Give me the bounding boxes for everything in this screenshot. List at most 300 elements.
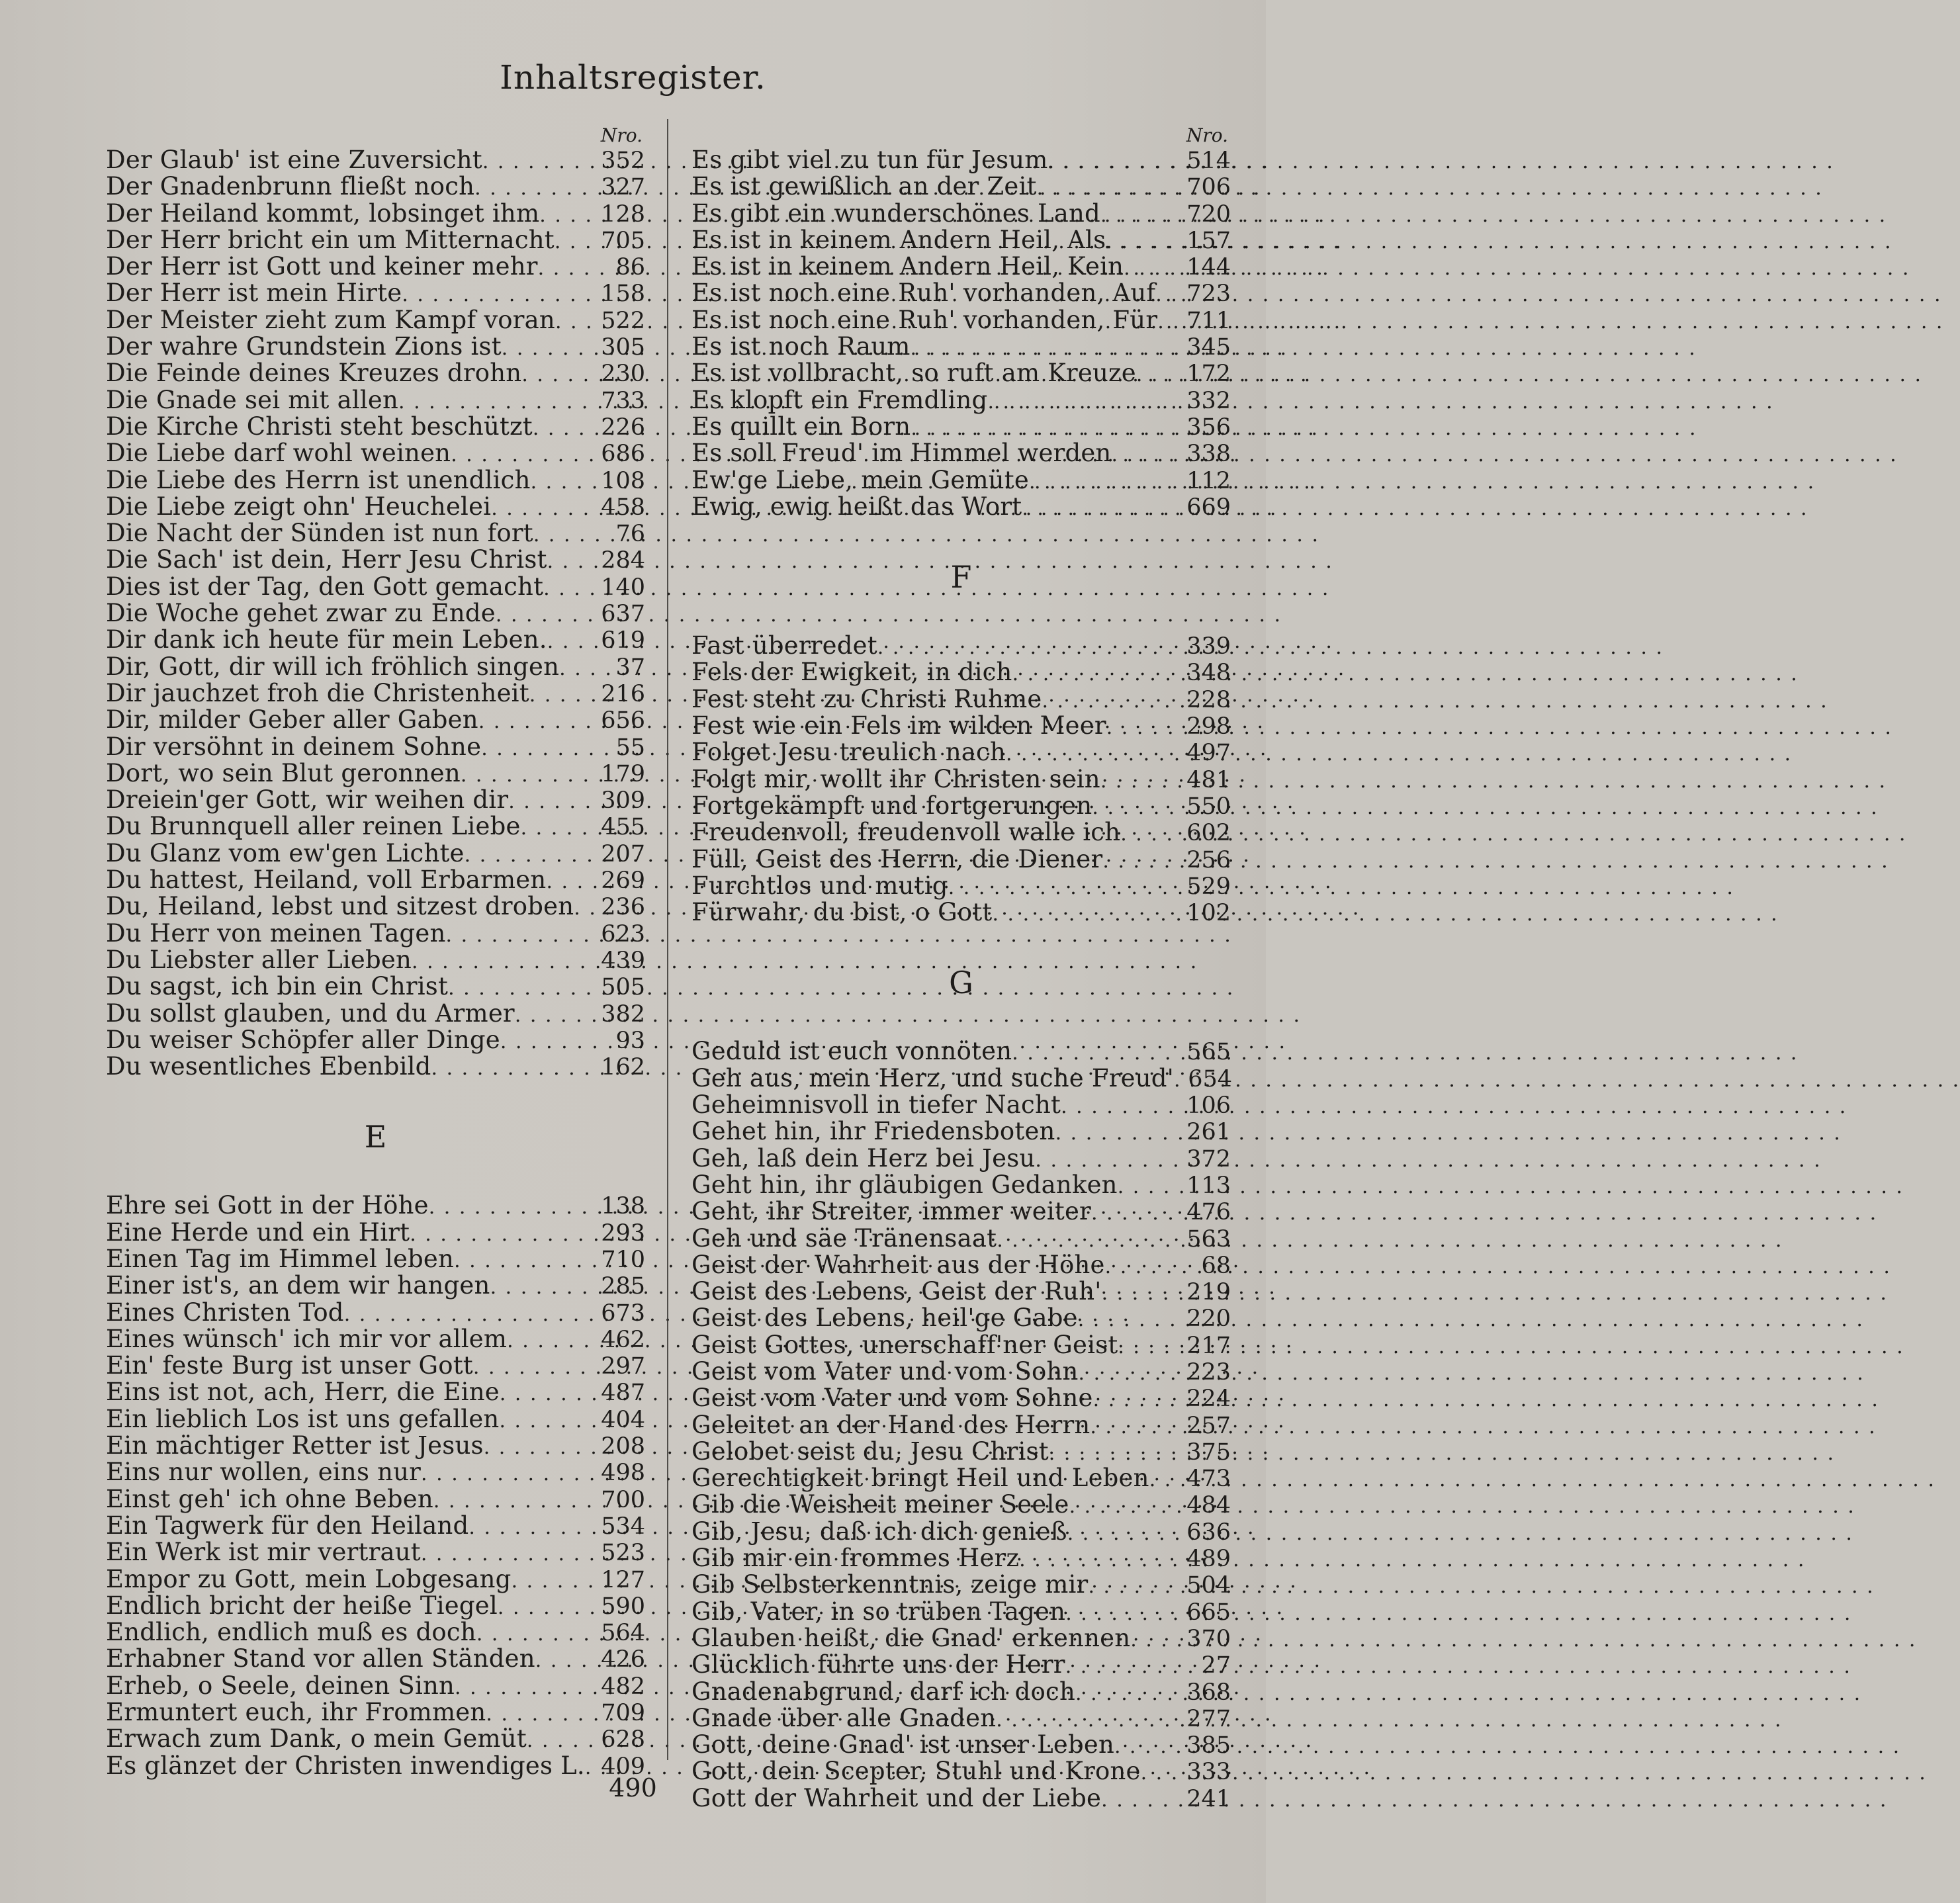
hymn-number: 241	[1186, 1785, 1231, 1812]
index-entry	[691, 1625, 1231, 1652]
dot-leader	[402, 280, 591, 306]
hymn-number: 628	[601, 1726, 645, 1753]
hymn-number: 236	[601, 894, 645, 921]
index-entry	[106, 1566, 645, 1593]
entry-title: Empor zu Gott, mein Lobgesang	[106, 1564, 512, 1593]
entry-title: Geht hin, ihr gläubigen Gedanken	[691, 1170, 1118, 1199]
entry-title: Die Kirche Christi steht beschützt	[106, 412, 533, 441]
index-entry	[106, 1300, 645, 1326]
index-entry	[106, 867, 645, 893]
entry-title: Gott, deine Gnad' ist unser Leben	[691, 1730, 1114, 1759]
entry-title: Es quillt ein Born	[691, 412, 911, 441]
hymn-number: 333	[1186, 1759, 1231, 1786]
index-entry	[691, 1705, 1231, 1732]
index-entry	[106, 1699, 645, 1726]
index-entry	[691, 1038, 1231, 1065]
index-entry	[106, 414, 645, 440]
hymn-number: 484	[1186, 1492, 1231, 1519]
dot-leader	[502, 333, 591, 360]
entry-title: Der Glaub' ist eine Zuversicht	[106, 146, 482, 174]
index-entry	[691, 333, 1231, 360]
entry-title: Geist vom Vater und vom Sohne	[691, 1384, 1093, 1413]
index-entry	[691, 494, 1231, 520]
entry-title: Geist des Lebens, heil'ge Gabe	[691, 1304, 1078, 1333]
dot-leader	[500, 1379, 591, 1405]
index-entry	[106, 307, 645, 333]
index-entry	[691, 1519, 1231, 1545]
dot-leader	[1118, 1332, 1177, 1358]
entry-title: Geht, ihr Streiter, immer weiter	[691, 1197, 1091, 1226]
entry-title: Es ist gewißlich an der Zeit	[691, 172, 1037, 201]
dot-leader	[1106, 227, 1177, 253]
dot-leader	[1111, 440, 1177, 466]
dot-leader	[508, 787, 591, 813]
index-entry	[691, 1145, 1231, 1172]
index-entry	[691, 1652, 1231, 1678]
dot-leader	[996, 1705, 1177, 1732]
index-entry	[106, 520, 645, 547]
dot-leader	[454, 1246, 591, 1272]
index-entry	[106, 813, 645, 840]
dot-leader	[1120, 819, 1177, 846]
dot-leader	[1035, 1145, 1177, 1172]
hymn-number: 285	[601, 1273, 645, 1300]
entry-title: Es gibt ein wunderschönes Land	[691, 199, 1100, 228]
entry-title: Geduld ist euch vonnöten	[691, 1037, 1012, 1066]
hymn-number: 339	[1186, 633, 1231, 660]
entry-title: Der Heiland kommt, lobsinget ihm	[106, 199, 540, 228]
dot-leader	[911, 414, 1177, 440]
index-entry	[106, 707, 645, 733]
hymn-number: 706	[1186, 174, 1231, 201]
index-entry	[691, 899, 1231, 926]
dot-leader	[559, 654, 591, 680]
index-entry	[691, 227, 1231, 253]
entry-title: Du Liebster aller Lieben	[106, 945, 412, 974]
hymn-number: 656	[601, 707, 645, 734]
index-entry	[691, 253, 1231, 280]
hymn-number: 256	[1186, 846, 1231, 873]
hymn-number: 269	[601, 867, 645, 895]
dot-leader	[486, 1699, 591, 1726]
hymn-number: 654	[1188, 1065, 1232, 1092]
dot-leader	[1157, 307, 1177, 333]
entry-title: Es ist noch eine Ruh' vorhanden, Für	[691, 305, 1158, 334]
entry-title: Geheimnisvoll in tiefer Nacht	[691, 1090, 1061, 1120]
index-entry	[106, 1459, 645, 1485]
dot-leader	[555, 307, 591, 333]
hymn-number: 230	[601, 361, 645, 388]
dot-leader	[1065, 1599, 1177, 1625]
index-entry	[691, 766, 1231, 793]
index-entry	[691, 846, 1231, 873]
entry-title: Endlich bricht der heiße Tiegel	[106, 1591, 498, 1620]
entry-title: Dir versöhnt in deinem Sohne	[106, 732, 482, 761]
hymn-number: 462	[601, 1326, 645, 1353]
entry-title: Die Sach' ist dein, Herr Jesu Christ	[106, 545, 547, 574]
hymn-number: 157	[1186, 227, 1231, 254]
hymn-number: 382	[601, 1000, 645, 1028]
entry-title: Du wesentliches Ebenbild	[106, 1052, 431, 1081]
index-entry	[691, 1305, 1231, 1331]
hymn-number: 733	[601, 387, 645, 414]
index-entry	[691, 307, 1231, 333]
entry-title: Der Herr ist mein Hirte	[106, 279, 402, 308]
hymn-number: 261	[1186, 1119, 1231, 1146]
entry-title: Geh aus, mein Herz, und suche Freud'	[691, 1063, 1174, 1092]
entry-title: Erheb, o Seele, deinen Sinn	[106, 1671, 455, 1700]
hymn-number: 127	[601, 1566, 645, 1593]
dot-leader	[1019, 1545, 1177, 1571]
hymn-number: 669	[1186, 494, 1231, 521]
entry-title: Folgt mir, wollt ihr Christen sein	[691, 764, 1100, 793]
entry-title: Fest steht zu Christi Ruhme	[691, 684, 1042, 713]
hymn-number: 409	[601, 1753, 645, 1780]
dot-leader	[476, 1619, 591, 1646]
index-entry	[106, 600, 645, 627]
hymn-number: 487	[601, 1380, 645, 1407]
index-entry	[691, 819, 1231, 846]
index-entry	[106, 1219, 645, 1246]
index-entry	[106, 1593, 645, 1619]
hymn-number: 207	[601, 840, 645, 867]
index-entry	[106, 760, 645, 787]
entry-title: Die Liebe des Herrn ist unendlich	[106, 465, 531, 494]
index-entry	[691, 1732, 1231, 1758]
index-entry	[691, 467, 1231, 494]
right-g-entries	[691, 1038, 1231, 1812]
index-entry	[691, 1599, 1231, 1625]
index-entry	[691, 147, 1231, 173]
entry-title: Eines Christen Tod	[106, 1298, 344, 1327]
index-entry	[106, 1539, 645, 1566]
hymn-number: 711	[1186, 307, 1231, 334]
entry-title: Fürwahr, du bist, o Gott	[691, 898, 993, 927]
dot-leader	[448, 973, 591, 1000]
dot-leader	[490, 1272, 591, 1299]
index-entry	[691, 659, 1231, 686]
entry-title: Ew'ge Liebe, mein Gemüte	[691, 465, 1029, 494]
dot-leader	[527, 1726, 591, 1752]
entry-title: Gelobet seist du, Jesu Christ	[691, 1437, 1049, 1466]
dot-leader	[421, 1459, 591, 1485]
entry-title: Du weiser Schöpfer aller Dinge	[106, 1025, 500, 1054]
hymn-number: 112	[1186, 467, 1231, 494]
index-entry	[106, 627, 645, 653]
hymn-number: 309	[601, 787, 645, 815]
entry-title: Eins nur wollen, eins nur	[106, 1458, 422, 1487]
hymn-number: 710	[601, 1246, 645, 1273]
index-entry	[106, 920, 645, 947]
dot-leader	[1065, 1652, 1177, 1678]
index-entry	[691, 713, 1231, 739]
entry-title: Ewig, ewig heißt das Wort	[691, 492, 1022, 521]
page-title: Inhaltsregister.	[500, 58, 766, 97]
hymn-number: 352	[601, 148, 645, 174]
entry-title: Geist vom Vater und vom Sohn	[691, 1356, 1079, 1386]
entry-title: Furchtlos und mutig	[691, 871, 948, 900]
index-entry	[106, 1673, 645, 1699]
dot-leader	[1022, 494, 1177, 520]
entry-title: Ein Werk ist mir vertraut	[106, 1538, 421, 1567]
entry-title: Erwach zum Dank, o mein Gemüt	[106, 1724, 527, 1753]
dot-leader	[1042, 686, 1177, 713]
dot-leader	[461, 760, 591, 787]
hymn-number: 385	[1186, 1732, 1231, 1759]
dot-leader	[1090, 1412, 1177, 1438]
hymn-number: 216	[601, 680, 645, 707]
index-entry	[691, 414, 1231, 440]
entry-title: Der Meister zieht zum Kampf voran	[106, 305, 555, 334]
hymn-number: 55	[615, 734, 645, 761]
entry-title: Fast überredet	[691, 631, 877, 660]
dot-leader	[1106, 713, 1177, 739]
index-entry	[106, 1027, 645, 1053]
hymn-number: 162	[601, 1054, 645, 1081]
entry-title: Gib mir ein frommes Herz	[691, 1544, 1020, 1573]
index-entry	[106, 574, 645, 600]
hymn-number: 298	[1186, 713, 1231, 740]
hymn-number: 426	[601, 1646, 645, 1673]
hymn-number: 224	[1186, 1386, 1231, 1413]
index-entry	[691, 280, 1231, 306]
hymn-number: 636	[1186, 1519, 1231, 1546]
index-entry	[106, 1619, 645, 1646]
dot-leader	[1078, 1305, 1177, 1331]
entry-title: Dir dank ich heute für mein Leben.	[106, 625, 547, 654]
index-entry	[106, 173, 645, 200]
dot-leader	[500, 1027, 591, 1053]
hymn-number: 106	[1186, 1092, 1231, 1120]
index-entry	[691, 1198, 1231, 1225]
dot-leader	[1029, 467, 1177, 494]
entry-title: Es gibt viel zu tun für Jesum	[691, 146, 1048, 174]
dot-leader	[473, 1352, 591, 1379]
hymn-number: 128	[601, 200, 645, 228]
hymn-number: 404	[601, 1406, 645, 1433]
index-entry	[691, 1491, 1231, 1518]
dot-leader	[1012, 659, 1177, 686]
hymn-number: 338	[1186, 441, 1231, 468]
entry-title: Ein lieblich Los ist uns gefallen	[106, 1404, 500, 1433]
index-entry	[691, 1438, 1231, 1465]
hymn-number: 108	[601, 467, 645, 494]
dot-leader	[1092, 793, 1177, 819]
dot-leader	[1006, 739, 1177, 766]
index-entry	[106, 360, 645, 386]
hymn-number: 144	[1186, 254, 1231, 281]
entry-title: Gib, Jesu, daß ich dich genieß	[691, 1517, 1067, 1546]
index-entry	[106, 333, 645, 360]
entry-title: Gnadenabgrund, darf ich doch	[691, 1677, 1075, 1706]
entry-title: Du Brunnquell aller reinen Liebe	[106, 812, 521, 841]
index-entry	[691, 1332, 1231, 1358]
hymn-number: 93	[615, 1027, 645, 1054]
hymn-number: 297	[601, 1353, 645, 1380]
dot-leader	[521, 360, 591, 386]
hymn-number: 305	[601, 334, 645, 361]
entry-title: Folget Jesu treulich nach	[691, 738, 1006, 767]
dot-leader	[481, 734, 591, 760]
hymn-number: 332	[1186, 387, 1231, 414]
dot-leader	[1100, 766, 1177, 793]
entry-title: Der Gnadenbrunn fließt noch	[106, 172, 475, 201]
entry-title: Glücklich führte uns der Herr	[691, 1650, 1065, 1679]
dot-leader	[515, 1000, 591, 1027]
index-entry	[691, 739, 1231, 766]
hymn-number: 226	[601, 414, 645, 441]
entry-title: Ein Tagwerk für den Heiland	[106, 1511, 469, 1540]
dot-leader	[992, 899, 1177, 926]
index-entry	[106, 200, 645, 227]
hymn-number: 529	[1186, 873, 1231, 900]
entry-title: Es ist in keinem Andern Heil, Als	[691, 225, 1106, 254]
dot-leader	[421, 1539, 591, 1566]
index-entry	[691, 686, 1231, 713]
entry-title: Erhabner Stand vor allen Ständen	[106, 1644, 535, 1673]
dot-leader	[429, 1192, 591, 1219]
index-entry	[691, 1118, 1231, 1145]
dot-leader	[491, 494, 591, 520]
hymn-number: 293	[601, 1219, 645, 1247]
entry-title: Einst geh' ich ohne Beben	[106, 1484, 433, 1513]
index-entry	[106, 1646, 645, 1672]
entry-title: Es soll Freud' im Himmel werden	[691, 439, 1112, 468]
dot-leader	[1093, 1385, 1177, 1411]
index-entry	[691, 1225, 1231, 1252]
entry-title: Es klopft ein Fremdling	[691, 385, 988, 414]
entry-title: Ein mächtiger Retter ist Jesus	[106, 1431, 484, 1460]
dot-leader	[987, 387, 1177, 414]
entry-title: Es ist in keinem Andern Heil, Kein	[691, 252, 1124, 281]
dot-leader	[948, 873, 1177, 899]
index-entry	[691, 360, 1231, 386]
hymn-number: 523	[601, 1540, 645, 1567]
index-entry	[106, 1246, 645, 1272]
hymn-number: 665	[1186, 1599, 1231, 1626]
dot-leader	[1091, 1198, 1177, 1225]
index-entry	[691, 440, 1231, 466]
hymn-number: 550	[1186, 793, 1231, 820]
hymn-number: 473	[1186, 1466, 1231, 1493]
right-column	[691, 124, 1231, 1812]
dot-leader	[496, 600, 591, 627]
entry-title: Die Feinde deines Kreuzes drohn	[106, 359, 522, 388]
hymn-number: 113	[1186, 1172, 1231, 1199]
hymn-number: 455	[601, 814, 645, 841]
hymn-number: 208	[601, 1433, 645, 1460]
entry-title: Geist des Lebens, Geist der Ruh'	[691, 1277, 1102, 1306]
column-divider	[667, 119, 668, 1760]
index-entry	[106, 947, 645, 973]
index-entry	[691, 1172, 1231, 1198]
index-entry	[106, 1486, 645, 1513]
index-entry	[106, 1726, 645, 1752]
entry-title: Ermuntert euch, ihr Frommen	[106, 1698, 486, 1727]
index-entry	[106, 1192, 645, 1219]
dot-leader	[533, 414, 591, 440]
entry-title: Gott, dein Scepter, Stuhl und Krone	[691, 1757, 1141, 1786]
hymn-number: 375	[1186, 1438, 1231, 1466]
index-entry	[106, 440, 645, 466]
index-entry	[106, 1000, 645, 1027]
dot-leader	[543, 574, 591, 600]
index-entry	[691, 793, 1231, 819]
index-entry	[106, 1406, 645, 1433]
index-entry	[106, 280, 645, 306]
hymn-number: 705	[601, 227, 645, 254]
right-f-entries	[691, 633, 1231, 926]
entry-title: Die Woche gehet zwar zu Ende	[106, 599, 496, 628]
dot-leader	[1088, 1571, 1177, 1598]
dot-leader	[1136, 360, 1177, 386]
hymn-number: 76	[615, 521, 645, 548]
hymn-number: 590	[601, 1593, 645, 1620]
hymn-number: 504	[1186, 1572, 1231, 1599]
hymn-number: 534	[601, 1513, 645, 1540]
index-entry	[691, 1252, 1231, 1278]
entry-title: Es ist vollbracht, so ruft am Kreuze	[691, 359, 1136, 388]
left-column	[106, 124, 645, 1779]
index-entry	[106, 1379, 645, 1405]
hymn-number: 498	[601, 1460, 645, 1487]
hymn-number: 27	[1201, 1652, 1231, 1679]
dot-leader	[1037, 173, 1177, 200]
index-entry	[691, 1358, 1231, 1385]
index-entry	[106, 253, 645, 280]
hymn-number: 327	[601, 174, 645, 201]
entry-title: Fortgekämpft und fortgerungen	[691, 791, 1092, 820]
entry-title: Geist der Wahrheit aus der Höhe	[691, 1250, 1105, 1279]
hymn-number: 257	[1186, 1412, 1231, 1439]
entry-title: Der wahre Grundstein Zions ist	[106, 332, 502, 361]
index-entry	[106, 893, 645, 920]
dot-leader	[1067, 1519, 1177, 1545]
hymn-number: 217	[1186, 1332, 1231, 1359]
section-heading-e: E	[364, 1119, 387, 1155]
index-entry	[691, 1465, 1231, 1491]
hymn-number: 481	[1186, 766, 1231, 793]
hymn-number: 219	[1186, 1279, 1231, 1306]
dot-leader	[446, 920, 591, 947]
index-entry	[106, 734, 645, 760]
entry-title: Gib, Vater, in so trüben Tagen	[691, 1597, 1066, 1626]
hymn-number: 565	[1186, 1039, 1231, 1066]
dot-leader	[398, 387, 591, 414]
index-entry	[106, 1352, 645, 1379]
hymn-number: 720	[1186, 200, 1231, 228]
entry-title: Glauben heißt, die Gnad' erkennen	[691, 1623, 1131, 1652]
dot-leader	[1114, 1732, 1177, 1758]
hymn-number: 673	[601, 1300, 645, 1327]
dot-leader	[451, 440, 591, 466]
entry-title: Eine Herde und ein Hirt	[106, 1217, 410, 1247]
hymn-number: 686	[601, 441, 645, 468]
index-entry	[691, 1065, 1231, 1092]
hymn-number: 220	[1186, 1306, 1231, 1333]
hymn-number: 489	[1186, 1546, 1231, 1573]
hymn-number: 458	[601, 494, 645, 521]
index-entry	[106, 494, 645, 520]
entry-title: Einer ist's, an dem wir hangen	[106, 1271, 490, 1300]
hymn-number: 505	[601, 974, 645, 1001]
entry-title: Fels der Ewigkeit, in dich	[691, 658, 1012, 687]
dot-leader	[433, 1486, 591, 1513]
entry-title: Endlich, endlich muß es doch	[106, 1618, 476, 1647]
dot-leader	[1055, 1118, 1177, 1145]
left-e-entries	[106, 1192, 645, 1779]
hymn-number: 637	[601, 601, 645, 628]
